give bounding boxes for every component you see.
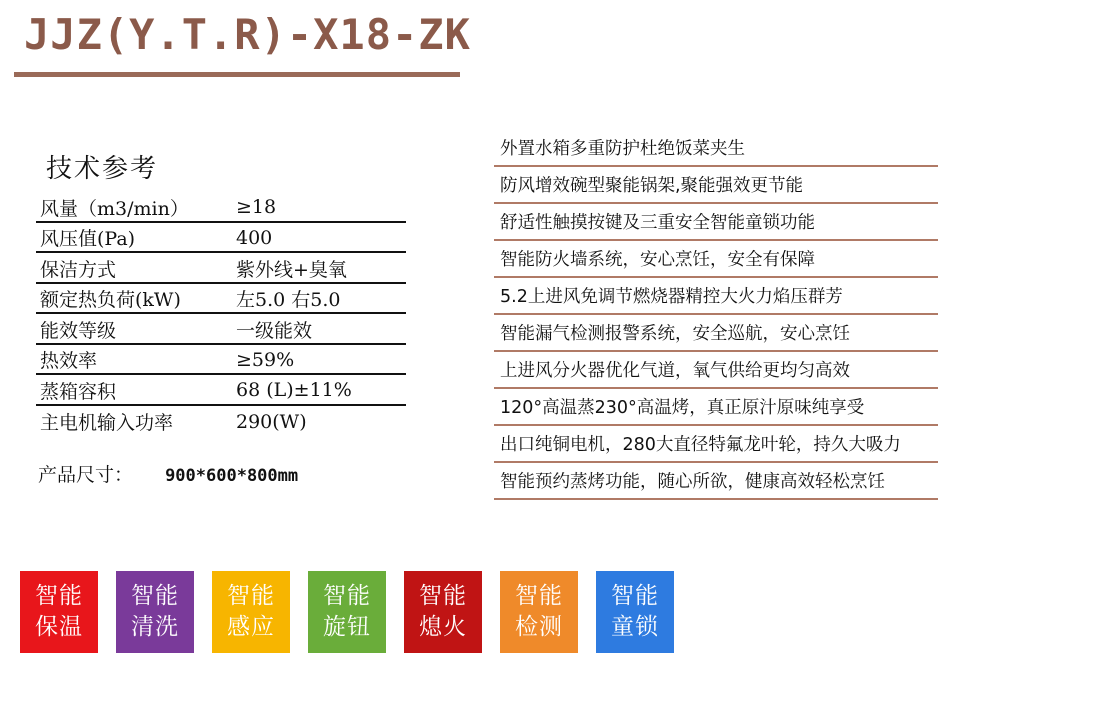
spec-value: 左5.0 右5.0	[236, 289, 341, 312]
feature-item: 防风增效碗型聚能锅架,聚能强效更节能	[494, 167, 938, 204]
spec-value: ≥59%	[236, 348, 295, 371]
badge-line: 童锁	[611, 614, 659, 640]
spec-label: 蒸箱容积	[40, 380, 117, 403]
badge-line: 清洗	[131, 614, 179, 640]
badge-line: 旋钮	[323, 614, 371, 640]
spec-row	[36, 284, 406, 315]
spec-label: 热效率	[40, 350, 98, 373]
spec-row	[36, 345, 406, 376]
badge-smart-detection	[500, 571, 578, 653]
spec-row	[36, 253, 406, 284]
spec-value: 一级能效	[236, 319, 313, 342]
badge-smart-cleaning	[116, 571, 194, 653]
spec-value: 紫外线+臭氧	[236, 258, 347, 281]
spec-value: 400	[236, 226, 273, 249]
spec-value: 68 (L)±11%	[236, 379, 352, 402]
feature-item: 智能预约蒸烤功能，随心所欲，健康高效轻松烹饪	[494, 463, 938, 500]
feature-item: 舒适性触摸按键及三重安全智能童锁功能	[494, 204, 938, 241]
badge-line: 感应	[227, 614, 275, 640]
spec-label: 能效等级	[40, 319, 117, 342]
badge-smart-sensing	[212, 571, 290, 653]
feature-list	[494, 130, 938, 500]
spec-row	[36, 314, 406, 345]
badge-line: 检测	[515, 614, 563, 640]
spec-table	[36, 192, 406, 436]
title-underline	[14, 72, 460, 77]
feature-item: 出口纯铜电机，280大直径特氟龙叶轮，持久大吸力	[494, 426, 938, 463]
badge-line: 智能	[131, 583, 179, 609]
spec-row	[36, 223, 406, 254]
feature-item: 智能漏气检测报警系统，安全巡航，安心烹饪	[494, 315, 938, 352]
spec-row	[36, 375, 406, 406]
feature-item: 120°高温蒸230°高温烤，真正原汁原味纯享受	[494, 389, 938, 426]
spec-label: 主电机输入功率	[40, 412, 174, 435]
feature-item: 上进风分火器优化气道，氧气供给更均匀高效	[494, 352, 938, 389]
badge-smart-flameout	[404, 571, 482, 653]
badge-line: 智能	[35, 583, 83, 609]
badge-smart-warming	[20, 571, 98, 653]
spec-value: ≥18	[236, 196, 277, 219]
product-size-value: 900*600*800mm	[165, 466, 299, 486]
spec-value: 290(W)	[236, 410, 307, 433]
feature-item: 智能防火墙系统，安心烹饪，安全有保障	[494, 241, 938, 278]
badge-line: 智能	[227, 583, 275, 609]
product-size	[38, 460, 298, 487]
spec-row	[36, 406, 406, 437]
feature-item: 外置水箱多重防护杜绝饭菜夹生	[494, 130, 938, 167]
spec-label: 风压值(Pa)	[40, 228, 136, 251]
product-size-label: 产品尺寸：	[38, 464, 134, 486]
spec-heading: 技术参考	[46, 154, 159, 184]
badge-line: 智能	[611, 583, 659, 609]
feature-item: 5.2上进风免调节燃烧器精控大火力焰压群芳	[494, 278, 938, 315]
spec-label: 风量（m3/min）	[40, 197, 189, 220]
spec-label: 保洁方式	[40, 258, 117, 281]
badge-smart-knob	[308, 571, 386, 653]
spec-label: 额定热负荷(kW)	[40, 289, 181, 312]
badge-line: 保温	[35, 614, 83, 640]
badge-child-lock	[596, 571, 674, 653]
badge-line: 智能	[323, 583, 371, 609]
badge-line: 熄火	[419, 614, 467, 640]
feature-badges	[20, 571, 674, 653]
spec-row	[36, 192, 406, 223]
badge-line: 智能	[419, 583, 467, 609]
badge-line: 智能	[515, 583, 563, 609]
model-title: JJZ(Y.T.R)-X18-ZK	[24, 10, 471, 59]
